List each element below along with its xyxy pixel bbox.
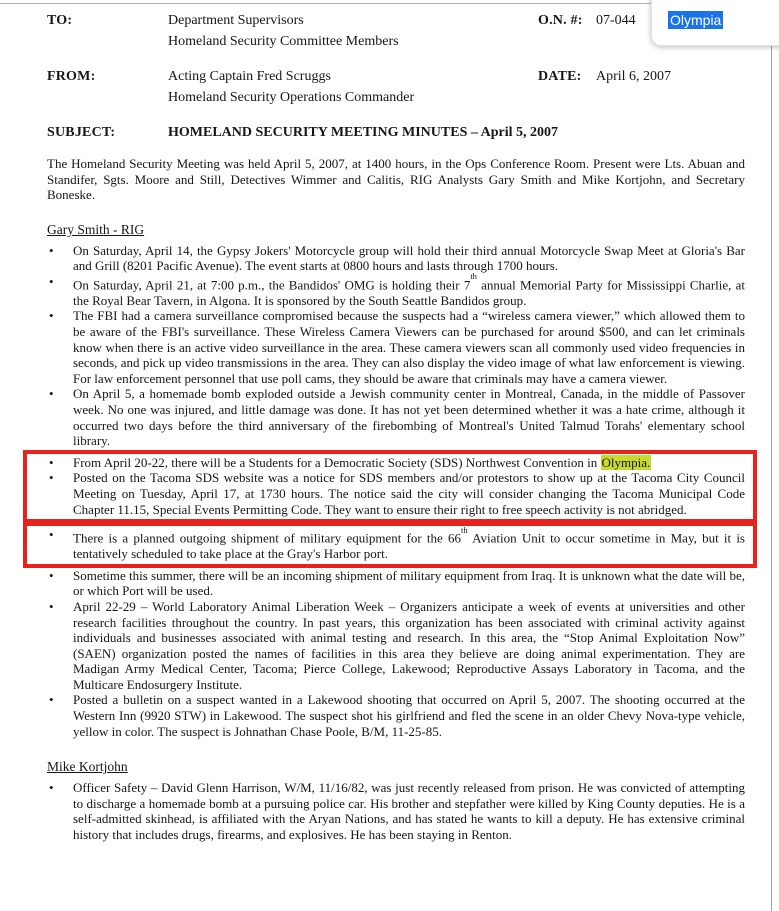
bullet-item (60, 470, 745, 517)
ordinal-superscript: th (460, 524, 468, 535)
memo-header-from-row (47, 66, 745, 108)
bullet-text: Posted a bulletin on a suspect wanted in a Lakewood shooting that occurred on April 5, 2007. The shooting occurred at the Western Inn (9920 STW) in Lakewood. The suspect shot his girlfriend and fled the scene in an older Chevy Nova-type vehicle, yellow in color. The suspect is Johnathan Chase Poole, B/M, 11-25-85. (73, 692, 745, 739)
subject-label: SUBJECT: (47, 125, 116, 140)
section-heading: Mike Kortjohn (47, 759, 128, 775)
to-value: Department Supervisors Homeland Security Committee Members (168, 13, 399, 49)
to-label: TO: (47, 13, 73, 28)
sections (47, 222, 745, 843)
from-value: Acting Captain Fred Scruggs Homeland Security Operations Commander (168, 69, 415, 105)
red-annotation-box (23, 522, 757, 568)
bullet-list (47, 243, 745, 449)
search-match-highlight: Olympia. (601, 454, 651, 470)
bullet-text: There is a planned outgoing shipment of military equipment for the 66 (73, 530, 461, 546)
bullet-text: annual Memorial Party for Mississippi Charlie, at the Royal Bear Tavern, in Algona. It is sponsored by the South Seattle Bandidos group. (73, 277, 745, 308)
bullet-text: From April 20-22, there will be a Students for a Democratic Society (SDS) Northwest Convention in (73, 454, 601, 470)
bullet-item (60, 308, 745, 386)
bullet-item (60, 524, 745, 562)
bullet-text: Officer Safety – David Glenn Harrison, W/M, 11/16/82, was just recently released from prison. He was convicted of attempting to discharge a homemade bomb at a pursuing police car. His brother and stepfather were killed by King County deputies. He is a self-admitted skinhead, is affiliated with the Aryan Nations, and has stated he wants to kill a deputy. He has extensive criminal history that includes drugs, firearms, and explosives. He has been staying in Renton. (73, 780, 745, 843)
bullet-text: On Saturday, April 21, at 7:00 p.m., the Bandidos' OMG is holding their 7 (73, 277, 471, 293)
memo-document (47, 10, 745, 843)
find-popup[interactable] (651, 0, 779, 46)
bullet-text: Posted on the Tacoma SDS website was a notice for SDS members and/or protestors to show up at the Tacoma City Council Meeting on Tuesday, April 17, at 1730 hours. The notice said the city will consider changing the Tacoma Municipal Code Chapter 11.15, Special Events Permitting Code. They want to ensure their right to free speech activity is not abridged. (73, 470, 745, 517)
intro-paragraph: The Homeland Security Meeting was held April 5, 2007, at 1400 hours, in the Ops Conference Room. Present were Lts. Abuan and Standifer, Sgts. Moore and Still, Detectives Wimmer and Calitis, RIG Analysts Gary Smith and Mike Kortjohn, and Secretary Boneske. (47, 156, 745, 203)
section-heading: Gary Smith - RIG (47, 221, 145, 237)
bullet-list (47, 568, 745, 740)
find-input-selected-text[interactable]: Olympia (670, 12, 722, 28)
bullet-item (60, 780, 745, 842)
bullet-text: The FBI had a camera surveillance compromised because the suspects had a “wireless camera viewer,” which allowed them to be aware of the FBI's surveillance. These Wireless Camera Viewers can be purchased for around $500, and can let criminals know when there is an active video surveillance in the area. These camera viewers scan all commonly used video frequencies in seconds, and pick up video transmissions in the area. They can also display the video image of what law enforcement is viewing. For law enforcement personnel that use poll cams, they should be aware that criminals may have a camera viewer. (73, 308, 745, 386)
bullet-item (60, 599, 745, 693)
memo-header-subject-row (47, 122, 745, 143)
bullet-text: Sometime this summer, there will be an incoming shipment of military equipment from Iraq. It is unknown what the date will be, or which Port will be used. (73, 567, 745, 599)
red-annotation-box (23, 450, 757, 523)
on-number-label: O.N. #: (538, 13, 583, 28)
memo-header-to-row (47, 10, 745, 52)
bullet-list (47, 524, 745, 562)
bullet-text: Aviation Unit to occur sometime in May, but it is tentatively scheduled to take place at the Gray's Harbor port. (73, 530, 745, 562)
bullet-text: April 22-29 – World Laboratory Animal Liberation Week – Organizers anticipate a week of events at universities and other research facilities throughout the country. In past years, this organization has been associated with criminal activity against individuals and businesses associated with animal testing and research. In this area, the “Stop Animal Exploitation Now” (SAEN) organization posted the names of facilities in this area they believe are doing animal experimentation. They are Madigan Army Medical Center, Tacoma; Pierce College, Lakewood; Reproductive Assays Laboratory in Tacoma, and the Multicare Endosurgery Institute. (73, 598, 745, 692)
page-right-border (771, 38, 772, 911)
date-value: April 6, 2007 (596, 69, 672, 84)
bullet-text: On April 5, a homemade bomb exploded outside a Jewish community center in Montreal, Canada, in the middle of Passover week. No one was injured, and little damage was done. It has not yet been determined whether it was a hate crime, although it occurred two days before the third anniversary of the firebombing of Montreal's United Talmud Torahs' elementary school library. (73, 386, 745, 449)
date-label: DATE: (538, 69, 582, 84)
on-number-value: 07-044 (596, 13, 636, 28)
bullet-item (60, 386, 745, 448)
bullet-item (60, 271, 745, 309)
bullet-item (60, 455, 745, 471)
bullet-list (47, 780, 745, 842)
bullet-item (60, 243, 745, 274)
ordinal-superscript: th (470, 271, 477, 282)
bullet-item (60, 692, 745, 739)
bullet-item (60, 568, 745, 599)
bullet-text: On Saturday, April 14, the Gypsy Jokers' Motorcycle group will hold their third annual Motorcycle Swap Meet at Gloria's Bar and Grill (8201 Pacific Avenue). The event starts at 0800 hours and lasts through 1700 hours. (73, 242, 745, 274)
from-label: FROM: (47, 69, 96, 84)
subject-value: HOMELAND SECURITY MEETING MINUTES – April 5, 2007 (168, 125, 558, 140)
bullet-list (47, 455, 745, 517)
